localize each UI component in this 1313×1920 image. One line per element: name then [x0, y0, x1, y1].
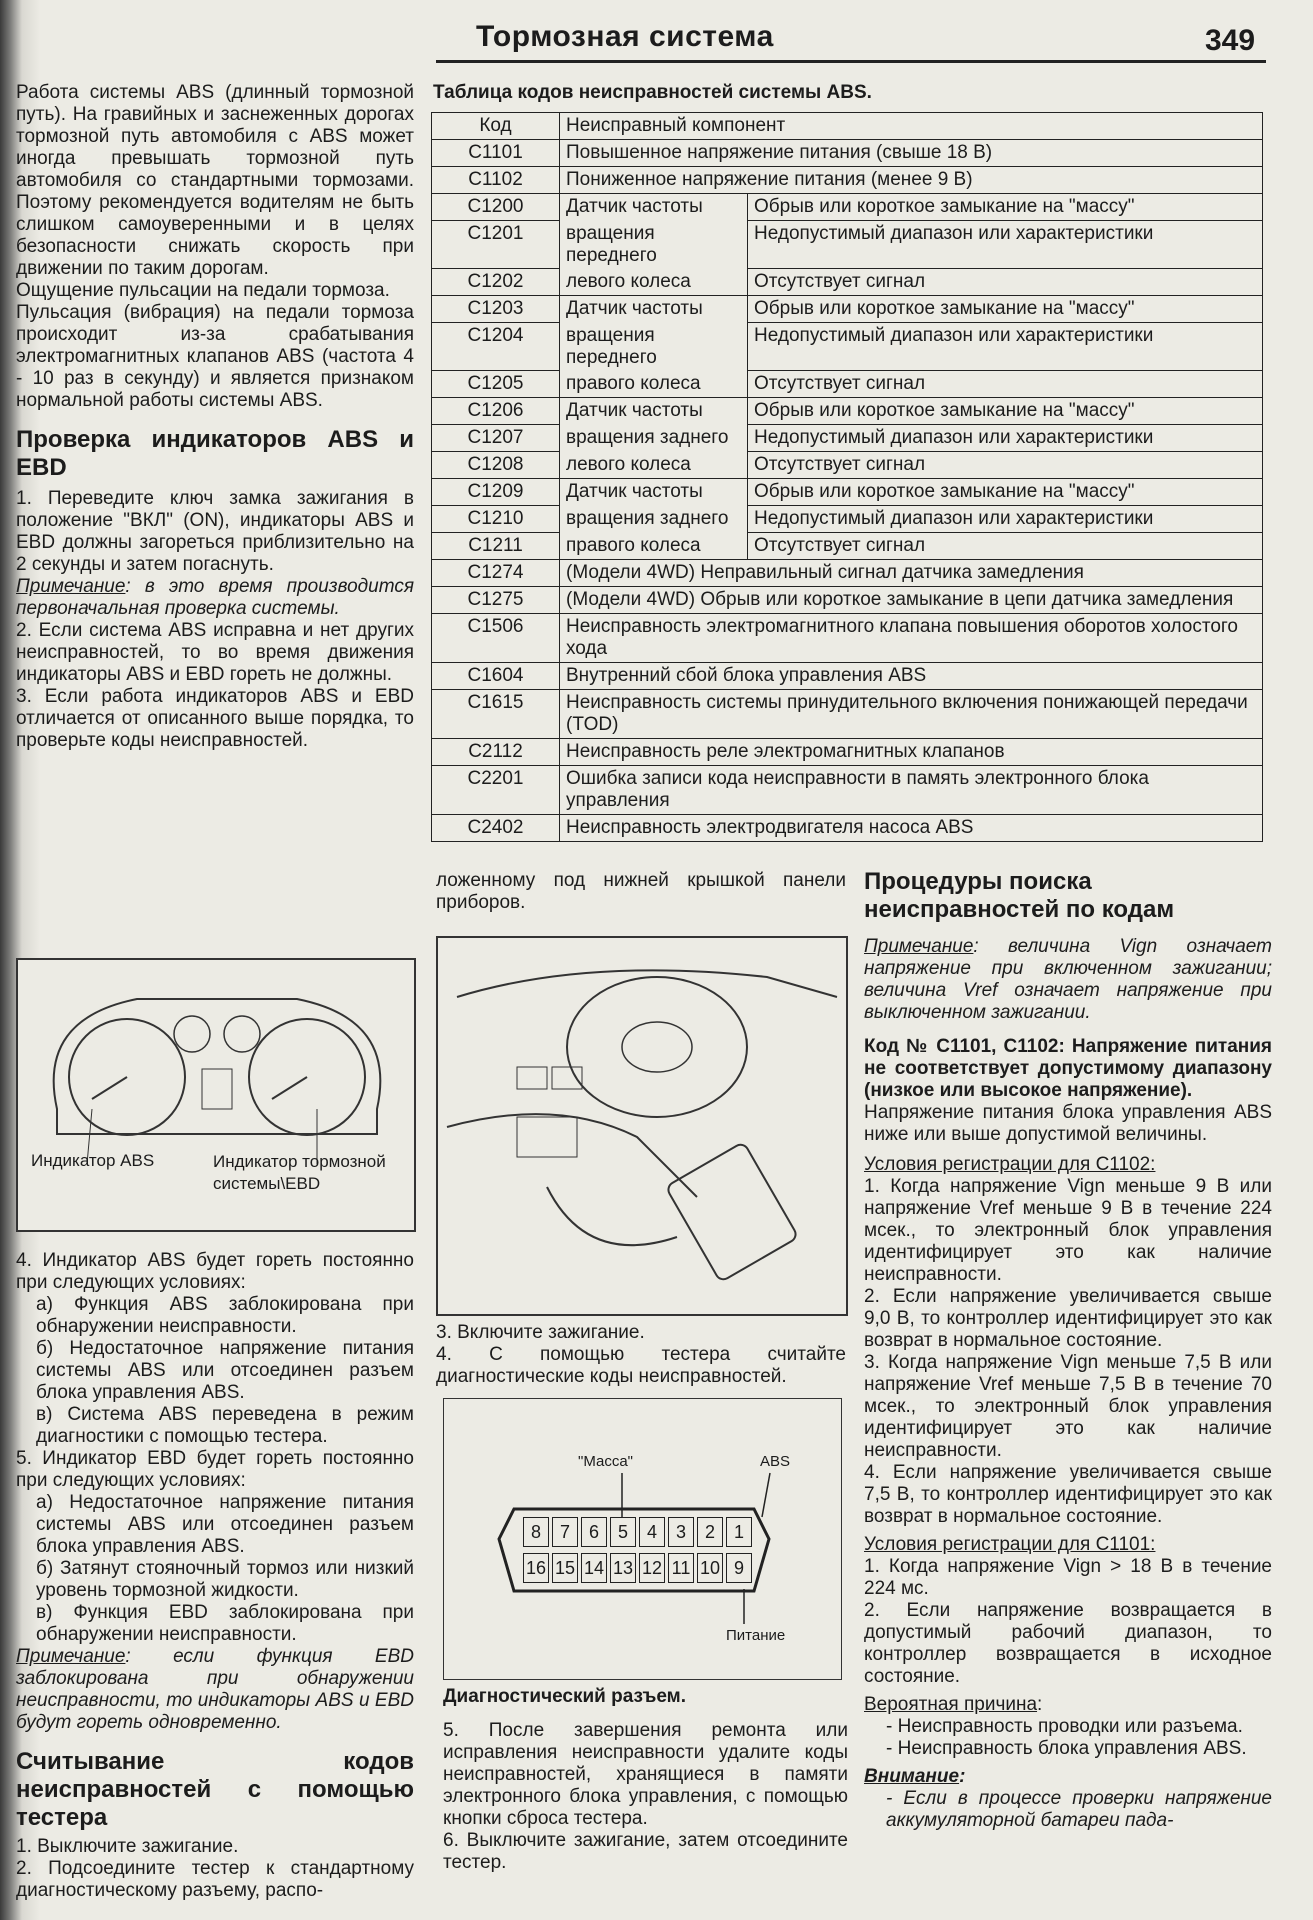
- c1102-condition-1: 1. Когда напряжение Vign меньше 9 В или напряжение Vref меньше 9 В в течение 224 мсек., то электронный блок управления идентифицирует это как наличие неисправности.: [864, 1176, 1272, 1285]
- connector-pin: 11: [668, 1553, 694, 1583]
- component-cell: Неисправность электродвигателя насоса ABS: [560, 815, 1263, 842]
- table-row: [432, 194, 1263, 221]
- code-cell: C1102: [432, 167, 560, 194]
- codes-table-title: Таблица кодов неисправностей системы ABS.: [433, 82, 872, 103]
- note-label: Примечание: [16, 1646, 126, 1667]
- connector-pin: 13: [610, 1553, 636, 1583]
- sensor-cell: Датчик частоты: [560, 296, 748, 323]
- step-6-disconnect: 6. Выключите зажигание, затем отсоедините тестер.: [443, 1830, 848, 1873]
- code-cell: C1206: [432, 398, 560, 425]
- sensor-cell: вращения заднего: [560, 506, 748, 533]
- read-step-1: 1. Выключите зажигание.: [16, 1836, 239, 1857]
- note-label: Примечание: [864, 936, 974, 957]
- fault-type-cell: Недопустимый диапазон или характеристики: [748, 323, 1263, 371]
- note-text: : если функция EBD заблокирована при обнаружении неисправности, то индикаторы ABS и EBD будут гореть одновременно.: [16, 1646, 414, 1733]
- abs-pin-label: ABS: [760, 1453, 791, 1470]
- vign-vref-note: [864, 936, 1272, 1024]
- ebd-note: [16, 1646, 414, 1734]
- conditions-c1102-label: Условия регистрации для C1102:: [864, 1154, 1156, 1175]
- table-header-row: [432, 113, 1263, 140]
- connector-pin: 16: [523, 1553, 549, 1583]
- code-cell: C1202: [432, 269, 560, 296]
- check-step-1: 1. Переведите ключ замка зажигания в положение "ВКЛ" (ON), индикаторы ABS и EBD должны загореться приблизительно на 2 секунды и затем погаснуть.: [16, 488, 414, 575]
- fault-type-cell: Недопустимый диапазон или характеристики: [748, 506, 1263, 533]
- dashboard-tester-drawing: [437, 937, 847, 1315]
- left-column-lower: [16, 1250, 414, 1902]
- sensor-cell: вращения заднего: [560, 425, 748, 452]
- component-cell: Ошибка записи кода неисправности в память электронного блока управления: [560, 766, 1263, 815]
- table-row: [432, 140, 1263, 167]
- read-step-2: 2. Подсоедините тестер к стандартному диагностическому разъему, распо-: [16, 1858, 414, 1901]
- code-cell: C1209: [432, 479, 560, 506]
- fault-type-cell: Отсутствует сигнал: [748, 452, 1263, 479]
- sensor-cell: вращения переднего: [560, 221, 748, 269]
- step-5-clear-codes: 5. После завершения ремонта или исправления неисправности удалите коды неисправностей, хранящиеся в памяти электронного блока управления, с помощью кнопки сброса тестера.: [443, 1720, 848, 1829]
- table-row: [432, 690, 1263, 739]
- code-cell: C2201: [432, 766, 560, 815]
- code-cell: C1101: [432, 140, 560, 167]
- diagnostic-connector-figure: [443, 1398, 842, 1680]
- c1102-condition-3: 3. Когда напряжение Vign меньше 7,5 В или напряжение Vref меньше 7,5 В в течение 70 мсек., то электронный блок управления идентифицирует это как наличие неисправности.: [864, 1352, 1272, 1461]
- continued-text: ложенному под нижней крышкой панели приборов.: [436, 870, 846, 913]
- code-cell: C1506: [432, 614, 560, 663]
- table-row: [432, 221, 1263, 269]
- abs-indicator-label: Индикатор ABS: [31, 1151, 155, 1170]
- page-number: 349: [1205, 24, 1256, 57]
- table-row: [432, 533, 1263, 560]
- component-cell: Внутренний сбой блока управления ABS: [560, 663, 1263, 690]
- connector-pin: 2: [697, 1517, 723, 1547]
- code-cell: C1207: [432, 425, 560, 452]
- abs-condition-a: а) Функция ABS заблокирована при обнаружении неисправности.: [36, 1294, 414, 1337]
- table-row: [432, 269, 1263, 296]
- codes-table: [431, 112, 1263, 842]
- component-cell: Неисправность электромагнитного клапана повышения оборотов холостого хода: [560, 614, 1263, 663]
- connector-pin: 12: [639, 1553, 665, 1583]
- component-cell: (Модели 4WD) Обрыв или короткое замыкание в цепи датчика замедления: [560, 587, 1263, 614]
- c1101-condition-1: 1. Когда напряжение Vign > 18 В в течение 224 мс.: [864, 1556, 1272, 1599]
- attention-label-text: Внимание: [864, 1766, 960, 1787]
- pedal-pulsation-heading: Ощущение пульсации на педали тормоза.: [16, 280, 390, 301]
- ebd-condition-c: в) Функция EBD заблокирована при обнаружении неисправности.: [36, 1602, 414, 1645]
- step-3-ignition-on: 3. Включите зажигание.: [436, 1322, 645, 1343]
- code-cell: C1208: [432, 452, 560, 479]
- sensor-cell: Датчик частоты: [560, 194, 748, 221]
- conditions-c1101-label: Условия регистрации для C1101:: [864, 1534, 1156, 1555]
- connector-pin: 7: [552, 1517, 578, 1547]
- fault-type-cell: Отсутствует сигнал: [748, 533, 1263, 560]
- note-text: : величина Vign означает напряжение при включенном зажигании; величина Vref означает напряжение при выключенном зажигании.: [864, 936, 1272, 1023]
- note-text: : в это время производится первоначальная проверка системы.: [16, 576, 414, 619]
- connector-pin: 6: [581, 1517, 607, 1547]
- connector-caption: Диагностический разъем.: [443, 1686, 687, 1707]
- tester-connection-figure: [436, 936, 848, 1316]
- right-column: [864, 868, 1272, 1832]
- sensor-cell: левого колеса: [560, 269, 748, 296]
- connector-pin: 5: [610, 1517, 636, 1547]
- code-cell: C1211: [432, 533, 560, 560]
- component-cell: Повышенное напряжение питания (свыше 18 В): [560, 140, 1263, 167]
- header-rule: [436, 60, 1266, 63]
- code-cell: C1203: [432, 296, 560, 323]
- sensor-cell: правого колеса: [560, 533, 748, 560]
- table-header-component: Неисправный компонент: [560, 113, 1263, 140]
- c1102-condition-4: 4. Если напряжение увеличивается свыше 7,5 В, то контроллер идентифицирует это как возврат в нормальное состояние.: [864, 1462, 1272, 1527]
- fault-type-cell: Отсутствует сигнал: [748, 371, 1263, 398]
- check-indicators-heading: Проверка индикаторов ABS и EBD: [16, 426, 414, 481]
- code-cell: C1615: [432, 690, 560, 739]
- connector-pin: 9: [726, 1553, 752, 1583]
- code-cell: C2402: [432, 815, 560, 842]
- code-cell: C1204: [432, 323, 560, 371]
- connector-pin: 15: [552, 1553, 578, 1583]
- table-row: [432, 371, 1263, 398]
- table-row: [432, 506, 1263, 533]
- table-row: [432, 739, 1263, 766]
- connector-pins-top: [523, 1517, 755, 1547]
- power-pin-label: Питание: [726, 1627, 786, 1644]
- fault-type-cell: Недопустимый диапазон или характеристики: [748, 221, 1263, 269]
- connector-pin: 3: [668, 1517, 694, 1547]
- c1101-condition-2: 2. Если напряжение возвращается в допустимый рабочий диапазон, то контроллер возвращается в исходное состояние.: [864, 1600, 1272, 1687]
- check-step-2: 2. Если система ABS исправна и нет других неисправностей, то во время движения индикаторы ABS и EBD гореть не должны.: [16, 620, 414, 685]
- middle-column-top: [436, 870, 846, 914]
- brake-ebd-indicator-label: Индикатор тормозной системы\EBD: [213, 1152, 386, 1193]
- table-row: [432, 815, 1263, 842]
- code-c1101-c1102-heading: Код № C1101, C1102: Напряжение питания не соответствует допустимому диапазону (низкое или высокое напряжение).: [864, 1036, 1272, 1101]
- connector-pin: 10: [697, 1553, 723, 1583]
- table-row: [432, 560, 1263, 587]
- code-cell: C2112: [432, 739, 560, 766]
- abs-condition-b: б) Недостаточное напряжение питания системы ABS или отсоединен разъем блока управления ABS.: [36, 1338, 414, 1403]
- attention-label: [864, 1766, 1272, 1788]
- cause-wiring: - Неисправность проводки или разъема.: [886, 1716, 1243, 1737]
- abs-indicator-conditions: 4. Индикатор ABS будет гореть постоянно при следующих условиях:: [16, 1250, 414, 1293]
- table-row: [432, 766, 1263, 815]
- cause-control-unit: - Неисправность блока управления ABS.: [886, 1738, 1247, 1759]
- sensor-cell: Датчик частоты: [560, 398, 748, 425]
- middle-column-bottom: [443, 1686, 848, 1874]
- c1102-condition-2: 2. Если напряжение увеличивается свыше 9,0 В, то контроллер идентифицирует это как возврат в нормальное состояние.: [864, 1286, 1272, 1351]
- table-row: [432, 479, 1263, 506]
- procedures-heading: Процедуры поиска неисправностей по кодам: [864, 868, 1175, 923]
- step-4-read-codes: 4. С помощью тестера считайте диагностические коды неисправностей.: [436, 1344, 846, 1387]
- instrument-cluster-figure: [16, 958, 416, 1232]
- middle-column-steps: [436, 1322, 846, 1388]
- connector-pin: 4: [639, 1517, 665, 1547]
- table-row: [432, 425, 1263, 452]
- attention-text: - Если в процессе проверки напряжение аккумуляторной батареи пада-: [886, 1788, 1272, 1831]
- note-label: Примечание: [16, 576, 126, 597]
- fault-type-cell: Недопустимый диапазон или характеристики: [748, 425, 1263, 452]
- code-cell: C1205: [432, 371, 560, 398]
- connector-pin: 1: [726, 1517, 752, 1547]
- ground-pin-label: "Масса": [578, 1453, 633, 1470]
- table-row: [432, 452, 1263, 479]
- table-row: [432, 167, 1263, 194]
- table-row: [432, 614, 1263, 663]
- code-cell: C1201: [432, 221, 560, 269]
- left-column: [16, 82, 414, 752]
- sensor-cell: Датчик частоты: [560, 479, 748, 506]
- table-row: [432, 296, 1263, 323]
- ebd-condition-b: б) Затянут стояночный тормоз или низкий уровень тормозной жидкости.: [36, 1558, 414, 1601]
- cause-label-text: Вероятная причина: [864, 1694, 1038, 1715]
- read-codes-heading: Считывание кодов неисправностей с помощью тестера: [16, 1748, 414, 1831]
- sensor-cell: вращения переднего: [560, 323, 748, 371]
- table-row: [432, 663, 1263, 690]
- code-cell: C1604: [432, 663, 560, 690]
- code-cell: C1210: [432, 506, 560, 533]
- table-row: [432, 398, 1263, 425]
- cause-label-colon: :: [1037, 1694, 1043, 1715]
- pedal-pulsation-paragraph: Пульсация (вибрация) на педали тормоза происходит из-за срабатывания электромагнитных клапанов ABS (частота 4 - 10 раз в секунду) и является признаком нормальной работы системы ABS.: [16, 302, 414, 411]
- abs-condition-c: в) Система ABS переведена в режим диагностики с помощью тестера.: [36, 1404, 414, 1447]
- attention-label-colon: :: [959, 1766, 966, 1787]
- connector-pin: 14: [581, 1553, 607, 1583]
- page-header-title: Тормозная система: [476, 20, 774, 53]
- table-header-code: Код: [432, 113, 560, 140]
- abs-braking-distance-paragraph: Работа системы ABS (длинный тормозной путь). На гравийных и заснеженных дорогах тормозной путь автомобиля с ABS может иногда превышать тормозной путь автомобиля со стандартными тормозами. Поэтому рекомендуется водителям не быть слишком самоуверенными и в целях безопасности снижать скорость при движении по таким дорогам.: [16, 82, 414, 279]
- fault-type-cell: Обрыв или короткое замыкание на "массу": [748, 296, 1263, 323]
- ebd-condition-a: а) Недостаточное напряжение питания системы ABS или отсоединен разъем блока управления ABS.: [36, 1492, 414, 1557]
- check-note: [16, 576, 414, 620]
- table-row: [432, 587, 1263, 614]
- code-cell: C1275: [432, 587, 560, 614]
- component-cell: (Модели 4WD) Неправильный сигнал датчика замедления: [560, 560, 1263, 587]
- code-cell: C1200: [432, 194, 560, 221]
- connector-pins-bottom: [523, 1553, 755, 1583]
- sensor-cell: правого колеса: [560, 371, 748, 398]
- sensor-cell: левого колеса: [560, 452, 748, 479]
- component-cell: Неисправность системы принудительного включения понижающей передачи (TOD): [560, 690, 1263, 739]
- table-row: [432, 323, 1263, 371]
- fault-type-cell: Обрыв или короткое замыкание на "массу": [748, 479, 1263, 506]
- check-step-3: 3. Если работа индикаторов ABS и EBD отличается от описанного выше порядка, то проверьте коды неисправностей.: [16, 686, 414, 751]
- component-cell: Неисправность реле электромагнитных клапанов: [560, 739, 1263, 766]
- fault-type-cell: Обрыв или короткое замыкание на "массу": [748, 194, 1263, 221]
- connector-pin: 8: [523, 1517, 549, 1547]
- ebd-indicator-conditions: 5. Индикатор EBD будет гореть постоянно при следующих условиях:: [16, 1448, 414, 1491]
- fault-type-cell: Обрыв или короткое замыкание на "массу": [748, 398, 1263, 425]
- probable-cause-label: [864, 1694, 1272, 1716]
- fault-type-cell: Отсутствует сигнал: [748, 269, 1263, 296]
- code-cell: C1274: [432, 560, 560, 587]
- component-cell: Пониженное напряжение питания (менее 9 В): [560, 167, 1263, 194]
- code-description: Напряжение питания блока управления ABS ниже или выше допустимой величины.: [864, 1102, 1272, 1145]
